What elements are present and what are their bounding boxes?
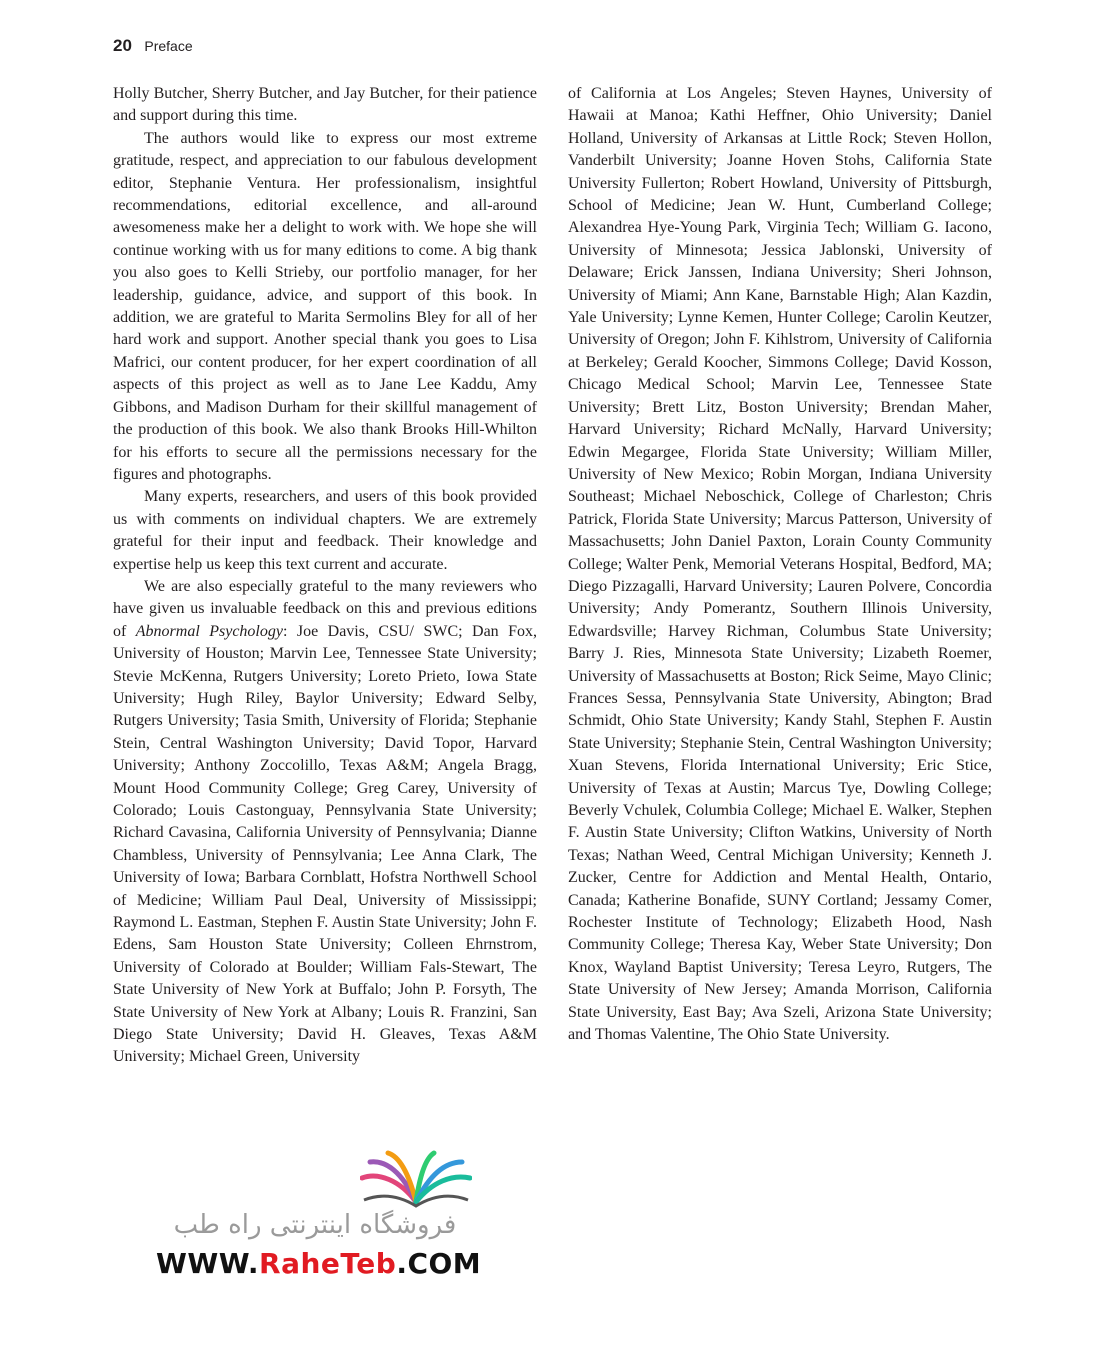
url-suffix: .COM bbox=[396, 1247, 482, 1280]
paragraph-reviewers bbox=[113, 576, 537, 1069]
left-column bbox=[113, 83, 537, 1069]
watermark bbox=[150, 1150, 490, 1280]
reviewers-list-continued: of California at Los Angeles; Steven Haynes, University of Hawaii at Manoa; Kathi Heffner, Ohio University; Daniel Holland, University of Arkansas at Little Rock; Steven Hollon, Vanderbilt University; Joanne Hoven Stohs, California State University Fullerton; Robert Howland, University of Pittsburgh, School of Medicine; Jean W. Hunt, Cumberland College; Alexandrea Hye-Young Park, Virginia Tech; William G. Iacono, University of Minnesota; Jessica Jablonski, University of Delaware; Erick Janssen, Indiana University; Sheri Johnson, University of Miami; Ann Kane, Barnstable High; Alan Kazdin, Yale University; Lynne Kemen, Hunter College; Carolin Keutzer, University of Oregon; John F. Kihlstrom, University of California at Berkeley; Gerald Koocher, Simmons College; David Kosson, Chicago Medical School; Marvin Lee, Tennessee State University; Brett Litz, Boston University; Brendan Maher, Harvard University; Richard McNally, Harvard University; Edwin Megargee, Florida State University; William Miller, University of New Mexico; Robin Morgan, Indiana University Southeast; Michael Neboschick, College of Charleston; Chris Patrick, Florida State University; Marcus Patterson, University of Massachusetts; John Daniel Paxton, Lorain County Community College; Walter Penk, Memorial Veterans Hospital, Bedford, MA; Diego Pizzagalli, Harvard University; Lauren Polvere, Concordia University; Andy Pomerantz, Southern Illinois University, Edwardsville; Harvey Richman, Columbus State University; Barry J. Ries, Minnesota State University; Lizabeth Roemer, University of Massachusetts at Boston; Rick Seime, Mayo Clinic; Frances Sessa, Pennsylvania State University, Abington; Brad Schmidt, Ohio State University; Kandy Stahl, Stephen F. Austin State University; Stephanie Stein, Central Washington University; Xuan Stevens, Florida International University; Eric Stice, University of Texas at Austin; Marcus Tye, Dowling College; Beverly Vchulek, Columbia College; Michael E. Walker, Stephen F. Austin State University; Clifton Watkins, University of North Texas; Nathan Weed, Central Michigan University; Kenneth J. Zucker, Centre for Addiction and Mental Health, Ontario, Canada; Katherine Bonafide, SUNY Cortland; Jessamy Comer, Rochester Institute of Technology; Elizabeth Hood, Nash Community College; Theresa Kay, Weber State University; Don Knox, Wayland Baptist University; Teresa Leyro, Rutgers, The State University of New Jersey; Amanda Morrison, California State University, East Bay; Ava Szeli, Arizona State University; and Thomas Valentine, The Ohio State University. bbox=[568, 85, 992, 1044]
reviewers-list: : Joe Davis, CSU/ SWC; Dan Fox, University of Houston; Marvin Lee, Tennessee State University; Stevie McKenna, Rutgers University; Loreto Prieto, Iowa State University; Hugh Riley, Baylor University; Edward Selby, Rutgers University; Tasia Smith, University of Florida; Stephanie Stein, Central Washington University; David Topor, Harvard University; Anthony Zoccolillo, Texas A&M; Angela Bragg, Mount Hood Community College; Greg Carey, University of Colorado; Louis Castonguay, Pennsylvania State University; Richard Cavasina, California University of Pennsylvania; Dianne Chambless, University of Pennsylvania; Lee Anna Clark, The University of Iowa; Barbara Cornblatt, Hofstra Northwell School of Medicine; William Paul Deal, University of Mississippi; Raymond L. Eastman, Stephen F. Austin State University; John F. Edens, Sam Houston State University; Colleen Ehrnstrom, University of Colorado at Boulder; William Fals-Stewart, The State University of New York at Buffalo; John P. Forsyth, The State University of New York at Albany; Louis R. Franzini, San Diego State University; David H. Gleaves, Texas A&M University; Michael Green, University bbox=[113, 622, 538, 1066]
running-head: Preface bbox=[144, 38, 193, 54]
reviewers-intro: We are also especially grateful to the many reviewers who have given us invaluable feedback on this and previous editions of bbox=[113, 577, 537, 640]
paragraph-editor-thanks: The authors would like to express our most extreme gratitude, respect, and appreciation to our fabulous development editor, Stephanie Ventura. Her professionalism, insightful recommendations, editorial excellence, and all-around awesomeness make her a delight to work with. We hope she will continue working with us for many editions to come. A big thank you also goes to Kelli Strieby, our portfolio manager, for her leadership, guidance, advice, and support of this book. In addition, we are grateful to Marita Sermolins Bley for all of her hard work and support. Another special thank you goes to Lisa Mafrici, our content producer, for her expert coordination of all aspects of this project as well as to Jane Lee Kaddu, Amy Gibbons, and Madison Durham for their skillful management of the production of this book. We also thank Brooks Hill-Whilton for his efforts to secure all the permissions necessary for the figures and photographs. bbox=[113, 129, 537, 483]
url-prefix: WWW. bbox=[156, 1247, 260, 1280]
page-number: 20 bbox=[113, 36, 132, 55]
url-brand: RaheTeb bbox=[259, 1247, 397, 1280]
right-column bbox=[568, 83, 992, 1046]
paragraph-experts-thanks: Many experts, researchers, and users of this book provided us with comments on individual chapters. We are extremely grateful for their input and feedback. Their knowledge and expertise help us keep this text current and accurate. bbox=[113, 488, 537, 573]
open-book-logo-icon bbox=[360, 1150, 472, 1210]
watermark-store-name: فروشگاه اینترنتی راه طب bbox=[173, 1210, 457, 1240]
watermark-url bbox=[156, 1247, 481, 1280]
paragraph-family-thanks: Holly Butcher, Sherry Butcher, and Jay Butcher, for their patience and support during this time. bbox=[113, 85, 537, 125]
book-title: Abnormal Psychology bbox=[135, 622, 283, 640]
page-header bbox=[113, 36, 193, 56]
